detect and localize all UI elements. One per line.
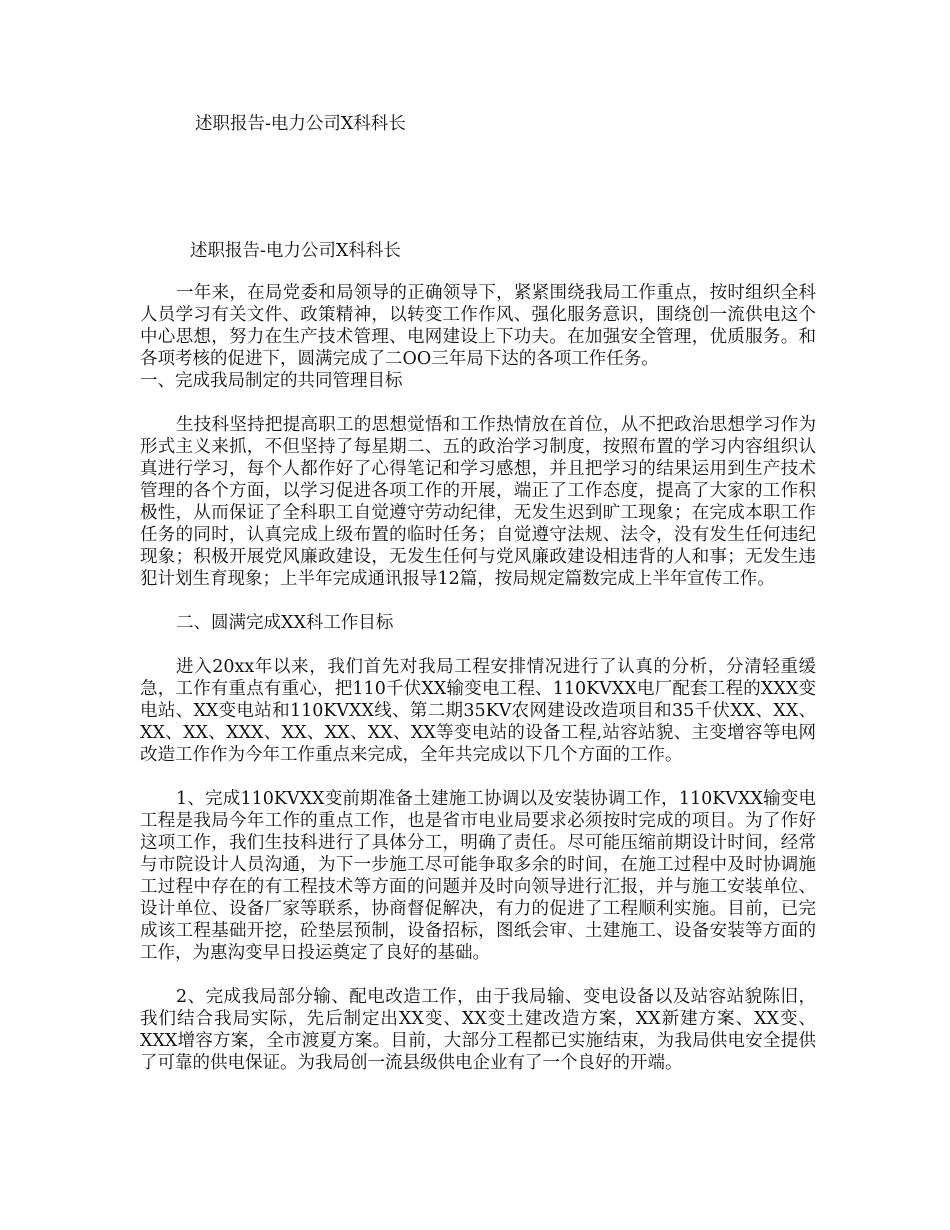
section2-paragraph: 进入20xx年以来，我们首先对我局工程安排情况进行了认真的分析，分清轻重缓急，工作有重点有重心，把110千伏XX输变电工程、110KVXX电厂配套工程的XXX变电站、XX变电站和110KVXX线、第二期35KV农网建设改造项目和35千伏XX、XX、XX、XX、XXX、XX、XX、XX、XX等变电站的设备工程,站容站貌、主变增容等电网改造工作作为今年工作重点来完成，全年共完成以下几个方面的工作。	[140, 657, 816, 765]
document-body	[140, 240, 816, 1074]
intro-paragraph: 一年来，在局党委和局领导的正确领导下，紧紧围绕我局工作重点，按时组织全科人员学习有关文件、政策精神，以转变工作作风、强化服务意识，围绕创一流供电这个中心思想，努力在生产技术管理、电网建设上下功夫。在加强安全管理，优质服务。和各项考核的促进下，圆满完成了二OO三年局下达的各项工作任务。	[140, 283, 816, 369]
document-subtitle: 述职报告-电力公司X科科长	[190, 241, 401, 261]
section2-heading: 二、圆满完成XX科工作目标	[176, 613, 394, 633]
section1-heading: 一、完成我局制定的共同管理目标	[140, 371, 403, 391]
item1-paragraph: 1、完成110KVXX变前期准备土建施工协调以及安装协调工作，110KVXX输变电工程是我局今年工作的重点工作，也是省市电业局要求必须按时完成的项目。为了作好这项工作，我们生技科进行了具体分工，明确了责任。尽可能压缩前期设计时间，经常与市院设计人员沟通，为下一步施工尽可能争取多余的时间，在施工过程中及时协调施工过程中存在的有工程技术等方面的问题并及时向领导进行汇报，并与施工安装单位、设计单位、设备厂家等联系，协商督促解决，有力的促进了工程顺利实施。目前，已完成该工程基础开挖，砼垫层预制，设备招标，图纸会审、土建施工、设备安装等方面的工作，为惠沟变早日投运奠定了良好的基础。	[140, 789, 816, 963]
item2-paragraph: 2、完成我局部分输、配电改造工作，由于我局输、变电设备以及站容站貌陈旧，我们结合我局实际，先后制定出XX变、XX变土建改造方案，XX新建方案、XX变、XXX增容方案，全市渡夏方案。目前，大部分工程都已实施结束，为我局供电安全提供了可靠的供电保证。为我局创一流县级供电企业有了一个良好的开端。	[140, 987, 816, 1073]
section1-paragraph: 生技科坚持把提高职工的思想觉悟和工作热情放在首位，从不把政治思想学习作为形式主义来抓，不但坚持了每星期二、五的政治学习制度，按照布置的学习内容组织认真进行学习，每个人都作好了心得笔记和学习感想，并且把学习的结果运用到生产技术管理的各个方面，以学习促进各项工作的开展，端正了工作态度，提高了大家的工作积极性，从而保证了全科职工自觉遵守劳动纪律，无发生迟到旷工现象；在完成本职工作任务的同时，认真完成上级布置的临时任务；自觉遵守法规、法令，没有发生任何违纪现象；积极开展党风廉政建设，无发生任何与党风廉政建设相违背的人和事；无发生违犯计划生育现象；上半年完成通讯报导12篇，按局规定篇数完成上半年宣传工作。	[140, 415, 816, 589]
document-title: 述职报告-电力公司X科科长	[195, 114, 406, 134]
